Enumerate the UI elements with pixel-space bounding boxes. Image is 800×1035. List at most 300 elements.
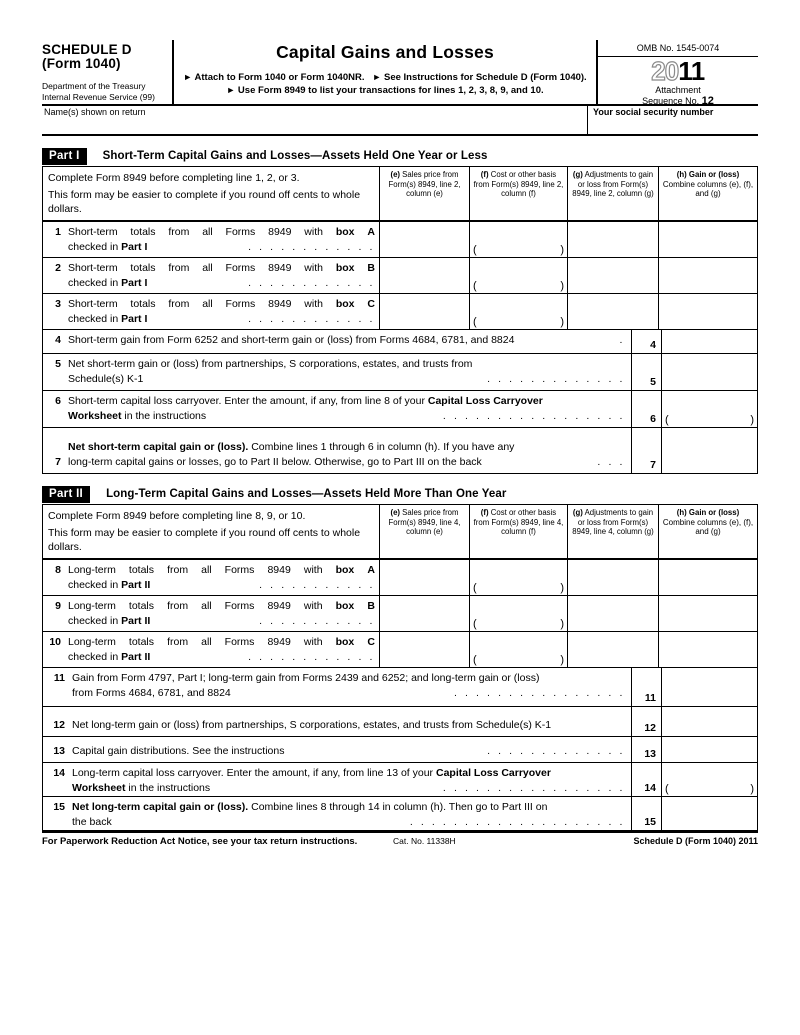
line-13-number: 13: [53, 745, 65, 757]
line-12-number: 12: [53, 719, 65, 731]
leader-dots: . . . . . . . . . . .: [259, 578, 375, 591]
seg-7: with: [303, 636, 323, 648]
seg-6: 8949: [268, 298, 292, 310]
seg-6: 8949: [267, 564, 291, 576]
line-9-text-row2: [68, 614, 375, 629]
checked-pre: checked in: [68, 578, 122, 591]
seg-6: 8949: [267, 636, 291, 648]
seg-7: with: [303, 600, 323, 612]
line-11-label-1: Gain from Form 4797, Part I; long-term gain from Forms 2439 and 6252; and long-term gain or (loss): [72, 672, 540, 684]
checked-part: Part II: [121, 614, 151, 627]
line-11-number: 11: [53, 672, 65, 684]
col-e-tag: (e): [390, 508, 400, 517]
department-block: [42, 81, 155, 102]
part-2-table: [42, 504, 758, 668]
table-row: [43, 595, 757, 631]
line-14-label-1: Long-term capital loss carryover. Enter the amount, if any, from line 13 of your: [72, 767, 436, 779]
line-4-label: Short-term gain from Form 6252 and short-term gain or (loss) from Forms 4684, 6781, and 8824: [68, 334, 515, 346]
seg-8: box: [335, 262, 355, 274]
name-field-label: Name(s) shown on return: [44, 107, 146, 117]
line-6-text-row2: [68, 409, 625, 424]
table-row: [43, 293, 757, 329]
part-2-col-f-header: [469, 505, 567, 558]
seg-2: totals: [130, 262, 156, 274]
line-7-label-2: long-term capital gains or losses, go to Part II below. Otherwise, go to Part III on the back: [68, 456, 482, 468]
line-13-amount-input[interactable]: [661, 737, 757, 762]
line-2-text-row2: [68, 276, 375, 291]
part-2-col-h-header: [658, 505, 757, 558]
line-3-text-row1: [68, 297, 375, 312]
line-5-text-row2: [68, 372, 625, 387]
line-9-text: [68, 599, 375, 628]
line-15-label-2: the back: [72, 816, 112, 828]
seg-1: Short-term: [68, 298, 118, 310]
seg-5: Forms: [224, 564, 255, 576]
attach-line-2: [174, 84, 596, 97]
seg-2: totals: [128, 636, 155, 648]
col-f-tag: (f): [480, 508, 489, 517]
checked-pre: checked in: [68, 240, 122, 253]
leader-dots: .: [619, 334, 625, 346]
line-11-row: [43, 668, 757, 706]
line-2-col-f-input[interactable]: ( ): [469, 258, 567, 293]
header-center-block: [174, 40, 598, 104]
seg-3: from: [167, 600, 189, 612]
ssn-field[interactable]: [588, 106, 758, 134]
line-13-description: [43, 737, 631, 762]
line-8-col-g-input[interactable]: [567, 560, 658, 595]
line-3-col-e-input[interactable]: [379, 294, 469, 329]
line-10-col-e-input[interactable]: [379, 632, 469, 667]
seg-3: from: [168, 226, 190, 238]
part-1-col-f-header: [469, 167, 567, 220]
seg-7: with: [303, 564, 323, 576]
line-5-label-2: Schedule(s) K-1: [68, 373, 144, 385]
seg-1: Long-term: [68, 600, 116, 612]
line-5-description: [43, 354, 631, 390]
line-13-label: Capital gain distributions. See the instructions: [72, 745, 285, 757]
col-f-tag: (f): [480, 170, 489, 179]
line-11-text-row1: [72, 671, 625, 686]
line-1-checked-text: [68, 240, 147, 255]
attach-text-b: See Instructions for Schedule D (Form 1040).: [383, 72, 587, 83]
col-h-tag: (h) Gain or (loss): [676, 170, 740, 179]
line-14-text-row1: [72, 766, 625, 781]
line-2-checked-text: [68, 276, 147, 291]
line-7-row: [43, 427, 757, 473]
line-5-label-1: Net short-term gain or (loss) from partnerships, S corporations, estates, and trusts from: [68, 358, 473, 370]
line-1-col-g-input[interactable]: [567, 222, 658, 257]
line-8-number: 8: [55, 564, 61, 576]
line-6-box-number: 6: [631, 391, 661, 427]
line-13-box-number: 13: [631, 737, 661, 762]
attach-text-a: Attach to Form 1040 or Form 1040NR.: [194, 72, 365, 83]
part-2-badge: Part II: [42, 486, 90, 503]
line-14-box-number: 14: [631, 763, 661, 796]
year-suffix: 11: [678, 56, 705, 86]
seg-6: 8949: [268, 262, 292, 274]
seg-1: Short-term: [68, 262, 118, 274]
line-7-label-1: Combine lines 1 through 6 in column (h). If you have any: [248, 441, 515, 453]
line-7-label-bold: Net short-term capital gain or (loss).: [68, 441, 249, 453]
seg-9: B: [367, 262, 375, 274]
line-11-box-number: 11: [631, 668, 661, 706]
line-5-text-row1: [68, 357, 625, 372]
part-1-col-g-header: [567, 167, 658, 220]
part-2-intro-line2: This form may be easier to complete if you round off cents to whole dollars.: [48, 527, 361, 553]
seg-7: with: [304, 298, 323, 310]
line-12-box-number: 12: [631, 707, 661, 736]
line-5-number: 5: [55, 358, 61, 370]
line-14-text-row2: [72, 781, 625, 796]
line-12-text: [72, 718, 625, 733]
line-9-col-e-input[interactable]: [379, 596, 469, 631]
line-15-description: [43, 797, 631, 830]
line-4-text: [68, 333, 625, 350]
line-4-number: 4: [55, 334, 61, 346]
line-9-number: 9: [55, 600, 61, 612]
line-15-label-1: Combine lines 8 through 14 in column (h). Then go to Part III on: [248, 801, 548, 813]
checked-pre: checked in: [68, 276, 122, 289]
leader-dots: . . . . . . . . . . . . . . . . .: [442, 782, 625, 794]
seg-2: totals: [128, 600, 155, 612]
seg-8: box: [335, 636, 355, 648]
line-9-col-f-input[interactable]: ( ): [469, 596, 567, 631]
line-8-col-e-input[interactable]: [379, 560, 469, 595]
attachment-seq-number: 12: [701, 94, 714, 107]
leader-dots: . . . . . . . . . . . .: [248, 312, 375, 325]
seg-5: Forms: [224, 636, 255, 648]
line-2-col-h-input[interactable]: [658, 258, 757, 293]
seg-6: 8949: [267, 600, 291, 612]
part-1-col-e-header: [379, 167, 469, 220]
arrow-icon: ►: [183, 72, 193, 82]
year-prefix: 20: [651, 56, 679, 86]
line-6-label-bold: Capital Loss Carryover: [427, 395, 543, 407]
schedule-d-form: [42, 40, 758, 847]
line-12-description: [43, 707, 631, 736]
part-1-intro-line2: This form may be easier to complete if you round off cents to whole dollars.: [48, 189, 361, 215]
seg-3: from: [168, 262, 190, 274]
line-14-label-bold: Capital Loss Carryover: [435, 767, 551, 779]
part-2-intro-line1: Complete Form 8949 before completing line 8, 9, or 10.: [48, 510, 306, 522]
seg-9: C: [367, 636, 375, 648]
leader-dots: . . . . . . . . . . . . . . . . .: [442, 410, 625, 422]
line-3-text-row2: [68, 312, 375, 327]
leader-dots: . . . . . . . . . . . . . . . . . . . .: [409, 816, 625, 828]
line-15-text: [72, 800, 625, 827]
leader-dots: . . . . . . . . . . .: [259, 614, 375, 627]
line-6-text: [68, 394, 625, 424]
seg-9: A: [367, 564, 375, 576]
line-11-text-row2: [72, 686, 625, 701]
line-10-number: 10: [49, 636, 61, 648]
line-1-col-h-input[interactable]: [658, 222, 757, 257]
line-2-col-e-input[interactable]: [379, 258, 469, 293]
arrow-icon-2: ►: [372, 72, 382, 82]
line-12-row: [43, 706, 757, 736]
line-10-text-row1: [68, 635, 375, 650]
col-g-tag: (g): [572, 508, 583, 517]
seg-9: B: [367, 600, 375, 612]
line-15-label-bold: Net long-term capital gain or (loss).: [72, 801, 249, 813]
line-6-row: [43, 390, 757, 427]
line-4-description: [43, 330, 631, 353]
leader-dots: . . . . . . . . . . . .: [248, 240, 375, 253]
tax-year: [598, 58, 758, 84]
part-2-title: Long-Term Capital Gains and Losses—Assets Held More Than One Year: [106, 488, 507, 500]
seg-5: Forms: [225, 262, 256, 274]
attach-text-c: Use Form 8949 to list your transactions for lines 1, 2, 3, 8, 9, and 10.: [237, 85, 544, 96]
part-1-lines-4-7: [42, 330, 758, 474]
line-10-text-row2: [68, 650, 375, 665]
line-14-number: 14: [53, 767, 65, 779]
seg-1: Long-term: [68, 564, 116, 576]
checked-part: Part I: [121, 240, 148, 253]
schedule-title: [42, 43, 172, 71]
seg-5: Forms: [225, 298, 256, 310]
seg-3: from: [168, 298, 190, 310]
part-2-intro: [43, 505, 379, 558]
table-row: [43, 559, 757, 595]
line-11-description: [43, 668, 631, 706]
line-3-col-h-input[interactable]: [658, 294, 757, 329]
seg-3: from: [167, 636, 189, 648]
line-6-text-row1: [68, 394, 625, 409]
checked-pre: checked in: [68, 312, 122, 325]
part-1-title: Short-Term Capital Gains and Losses—Assets Held One Year or Less: [102, 150, 488, 162]
line-3-col-g-input[interactable]: [567, 294, 658, 329]
col-e-tag: (e): [390, 170, 400, 179]
line-9-description: [43, 596, 379, 631]
line-7-text-row1: [68, 440, 625, 455]
header-left-block: [42, 40, 174, 104]
line-13-text: [72, 744, 625, 759]
seg-4: all: [201, 636, 212, 648]
checked-pre: checked in: [68, 614, 122, 627]
paperwork-notice: For Paperwork Reduction Act Notice, see your tax return instructions.: [42, 836, 358, 847]
part-2-lines-11-15: [42, 668, 758, 831]
line-8-text-row2: [68, 578, 375, 593]
line-2-number: 2: [55, 262, 61, 274]
attach-instructions: [174, 71, 596, 97]
seg-4: all: [202, 226, 213, 238]
part-1-col-h-header: [658, 167, 757, 220]
seg-3: from: [167, 564, 189, 576]
table-row: [43, 257, 757, 293]
line-7-text: [68, 440, 625, 470]
seg-7: with: [304, 226, 323, 238]
line-10-checked-text: [68, 650, 150, 665]
name-ssn-row: [42, 106, 758, 136]
line-12-label: Net long-term gain or (loss) from partnerships, S corporations, estates, and trusts from Schedule(s) K-1: [72, 719, 552, 731]
col-e-text: Sales price from Form(s) 8949, line 4, column (e): [388, 508, 461, 536]
checked-part: Part II: [121, 578, 151, 591]
col-e-text: Sales price from Form(s) 8949, line 2, column (e): [388, 170, 461, 198]
line-8-col-h-input[interactable]: [658, 560, 757, 595]
seg-2: totals: [128, 564, 155, 576]
seg-1: Short-term: [68, 226, 118, 238]
seg-1: Long-term: [68, 636, 116, 648]
catalog-number: Cat. No. 11338H: [393, 836, 456, 846]
leader-dots: . . . . . . . . . . . .: [248, 650, 375, 663]
col-h-text: Combine columns (e), (f), and (g): [662, 517, 754, 536]
seg-2: totals: [130, 226, 156, 238]
part-2-column-headers: [43, 505, 757, 559]
part-2-bar: [42, 484, 758, 504]
checked-part: Part I: [121, 312, 148, 325]
seg-8: box: [335, 298, 355, 310]
line-7-number: 7: [55, 456, 61, 468]
line-15-text-row1: [72, 800, 625, 815]
line-11-text: [72, 671, 625, 703]
part-1-column-headers: [43, 167, 757, 221]
line-1-text: [68, 225, 375, 254]
line-8-description: [43, 560, 379, 595]
line-1-col-e-input[interactable]: [379, 222, 469, 257]
line-1-text-row2: [68, 240, 375, 255]
checked-part: Part II: [121, 650, 151, 663]
omb-number: OMB No. 1545-0074: [598, 40, 758, 57]
attachment-label: Attachment: [655, 85, 701, 95]
line-10-description: [43, 632, 379, 667]
seg-8: box: [335, 226, 355, 238]
checked-part: Part I: [121, 276, 148, 289]
line-11-label-2: from Forms 4684, 6781, and 8824: [72, 687, 231, 699]
part-2-col-e-header: [379, 505, 469, 558]
line-2-text-row1: [68, 261, 375, 276]
line-9-checked-text: [68, 614, 150, 629]
department-line1: Department of the Treasury: [42, 81, 146, 91]
line-3-checked-text: [68, 312, 147, 327]
line-1-number: 1: [55, 226, 61, 238]
col-g-text: Adjustments to gain or loss from Form(s) 8949, line 4, column (g): [572, 508, 654, 536]
line-15-text-row2: [72, 815, 625, 830]
line-5-box-number: 5: [631, 354, 661, 390]
leader-dots: . . .: [597, 456, 625, 468]
form-header: [42, 40, 758, 106]
seg-4: all: [201, 564, 212, 576]
line-15-number: 15: [53, 801, 65, 813]
line-14-label-2: [72, 781, 210, 796]
line-8-checked-text: [68, 578, 150, 593]
seg-7: with: [304, 262, 323, 274]
seg-4: all: [202, 298, 213, 310]
line-7-description: [43, 428, 631, 473]
seg-8: box: [335, 564, 355, 576]
line-6-worksheet-bold: Worksheet: [68, 410, 122, 422]
attach-line-1: [174, 71, 596, 84]
form-footer-right: Schedule D (Form 1040) 2011: [633, 836, 758, 846]
line-6-amount-input[interactable]: ( ): [661, 391, 757, 427]
seg-8: box: [335, 600, 355, 612]
line-2-col-g-input[interactable]: [567, 258, 658, 293]
leader-dots: . . . . . . . . . . . .: [248, 276, 375, 289]
line-15-amount-input[interactable]: [661, 797, 757, 830]
line-6-number: 6: [55, 395, 61, 407]
line-10-col-f-input[interactable]: ( ): [469, 632, 567, 667]
line-3-description: [43, 294, 379, 329]
part-1-badge: Part I: [42, 148, 87, 165]
line-14-description: [43, 763, 631, 796]
line-10-col-h-input[interactable]: [658, 632, 757, 667]
line-7-box-number: 7: [631, 428, 661, 473]
col-h-tag: (h) Gain or (loss): [676, 508, 740, 517]
col-f-text: Cost or other basis from Form(s) 8949, line 2, column (f): [473, 170, 564, 198]
seg-4: all: [201, 600, 212, 612]
attachment-seq-label: Sequence No.: [642, 95, 700, 106]
table-row: [43, 221, 757, 257]
page-title: Capital Gains and Losses: [276, 42, 494, 62]
line-15-box-number: 15: [631, 797, 661, 830]
line-5-amount-input[interactable]: [661, 354, 757, 390]
seg-4: all: [202, 262, 213, 274]
line-13-row: [43, 736, 757, 762]
part-1-bar: [42, 146, 758, 166]
line-1-text-row1: [68, 225, 375, 240]
line-14-amount-input[interactable]: ( ): [661, 763, 757, 796]
line-2-description: [43, 258, 379, 293]
line-3-text: [68, 297, 375, 326]
leader-dots: . . . . . . . . . . . . .: [487, 373, 625, 385]
leader-dots: . . . . . . . . . . . . . . . .: [453, 687, 625, 699]
seg-6: 8949: [268, 226, 292, 238]
line-7-amount-input[interactable]: [661, 428, 757, 473]
line-9-col-h-input[interactable]: [658, 596, 757, 631]
line-1-description: [43, 222, 379, 257]
line-12-amount-input[interactable]: [661, 707, 757, 736]
seg-9: A: [367, 226, 375, 238]
seg-2: totals: [130, 298, 156, 310]
line-1-col-f-input[interactable]: ( ): [469, 222, 567, 257]
department-line2: Internal Revenue Service (99): [42, 91, 155, 102]
line-11-amount-input[interactable]: [661, 668, 757, 706]
line-4-row: [43, 330, 757, 353]
schedule-title-line1: SCHEDULE D: [42, 42, 132, 57]
name-field[interactable]: [42, 106, 588, 134]
seg-9: C: [367, 298, 375, 310]
line-14-worksheet-bold: Worksheet: [72, 782, 126, 794]
col-g-text: Adjustments to gain or loss from Form(s) 8949, line 2, column (g): [572, 170, 654, 198]
line-9-text-row1: [68, 599, 375, 614]
line-5-row: [43, 353, 757, 390]
line-8-text: [68, 563, 375, 592]
line-4-amount-input[interactable]: [661, 330, 757, 353]
schedule-title-line2: (Form 1040): [42, 56, 121, 71]
line-10-text: [68, 635, 375, 664]
line-8-col-f-input[interactable]: ( ): [469, 560, 567, 595]
attachment-seq-line: [598, 96, 758, 107]
col-g-tag: (g): [572, 170, 583, 179]
part-1-intro-line1: Complete Form 8949 before completing line 1, 2, or 3.: [48, 172, 300, 184]
col-h-text: Combine columns (e), (f), and (g): [662, 179, 754, 198]
part-1-table: [42, 166, 758, 330]
line-10-col-g-input[interactable]: [567, 632, 658, 667]
arrow-icon-3: ►: [226, 85, 236, 95]
line-3-col-f-input[interactable]: ( ): [469, 294, 567, 329]
form-footer: [42, 831, 758, 847]
line-9-col-g-input[interactable]: [567, 596, 658, 631]
seg-5: Forms: [225, 226, 256, 238]
line-4-box-number: 4: [631, 330, 661, 353]
line-3-number: 3: [55, 298, 61, 310]
line-6-label-2: [68, 409, 206, 424]
line-15-row: [43, 796, 757, 830]
line-6-description: [43, 391, 631, 427]
seg-5: Forms: [224, 600, 255, 612]
checked-pre: checked in: [68, 650, 122, 663]
leader-dots: . . . . . . . . . . . . .: [487, 745, 625, 757]
